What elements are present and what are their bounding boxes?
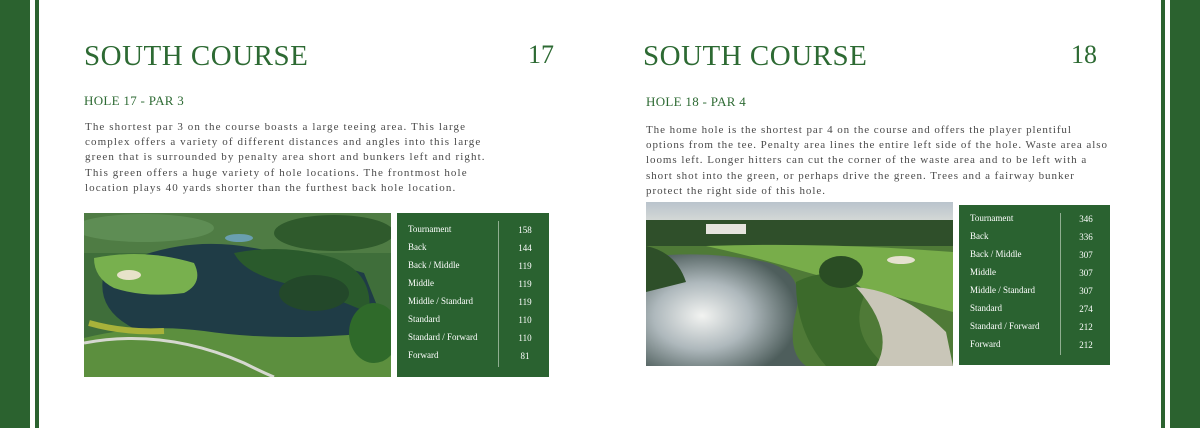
tee-yards: 144 [518,243,532,253]
yardage-row [408,296,537,312]
tee-name: Middle / Standard [970,285,1035,295]
tee-name: Back [970,231,989,241]
page-number: 17 [528,40,554,69]
tee-yards: 110 [518,333,532,343]
tee-name: Standard / Forward [970,321,1040,331]
yardage-row [970,321,1098,337]
left-edge-bar [0,0,30,428]
hole-description: The shortest par 3 on the course boasts a large teeing area. This large complex offers a variety of different distances and angles into this large green that is surrounded by penalty area short and bunkers left and right. This green offers a huge variety of hole locations. The frontmost hole location plays 40 yards shorter than the furthest back hole location. [85,121,486,194]
yardage-row [408,278,537,294]
tee-name: Back / Middle [408,260,460,270]
hole-18-aerial-photo [646,202,953,366]
hole-description: The home hole is the shortest par 4 on the course and offers the player plentiful options from the tee. Penalty area lines the entire left side of the hole. Waste area also looms left. Longer hitters can cut the corner of the waste area and to be left with a short shot into the green, or perhaps drive the green. Trees and a fairway bunker protect the right side of this hole. [646,124,1108,197]
page-17 [84,0,554,428]
yardage-row [970,285,1098,301]
yardage-row [408,260,537,276]
hole-17-aerial-photo [84,213,391,377]
tee-name: Tournament [408,224,452,234]
yardage-row [408,332,537,348]
right-edge-bar [1170,0,1200,428]
hole-heading: HOLE 18 - PAR 4 [646,94,747,109]
yardage-row [970,249,1098,265]
yardage-row [970,231,1098,247]
tee-name: Standard [408,314,440,324]
left-edge-stripe [35,0,39,428]
page-18 [643,0,1113,428]
tee-yards: 346 [1079,214,1093,224]
hole-heading: HOLE 17 - PAR 3 [84,93,185,108]
yardage-table [959,205,1110,365]
tee-yards: 119 [518,297,532,307]
tee-name: Back / Middle [970,249,1022,259]
tee-yards: 119 [518,279,532,289]
tee-yards: 307 [1079,286,1093,296]
yardage-row [408,314,537,330]
tee-yards: 158 [518,225,532,235]
tee-name: Middle [970,267,996,277]
page-number: 18 [1071,40,1097,69]
tee-yards: 119 [518,261,532,271]
tee-name: Middle / Standard [408,296,473,306]
tee-name: Standard / Forward [408,332,478,342]
tee-name: Back [408,242,427,252]
tee-yards: 307 [1079,268,1093,278]
tee-yards: 81 [520,351,530,361]
tee-name: Standard [970,303,1002,313]
yardage-table [397,213,549,377]
yardage-row [408,350,537,366]
right-edge-stripe [1161,0,1165,428]
tee-yards: 307 [1079,250,1093,260]
yardage-row [970,339,1098,355]
tee-yards: 212 [1079,322,1093,332]
yardage-row [970,303,1098,319]
page-title: SOUTH COURSE [643,40,868,72]
tee-name: Forward [970,339,1001,349]
tee-yards: 274 [1079,304,1093,314]
page-title: SOUTH COURSE [84,40,309,72]
tee-yards: 110 [518,315,532,325]
tee-yards: 212 [1079,340,1093,350]
tee-name: Tournament [970,213,1014,223]
tee-yards: 336 [1079,232,1093,242]
yardage-row [970,267,1098,283]
tee-name: Forward [408,350,439,360]
yardage-row [408,242,537,258]
yardage-row [970,213,1098,229]
tee-name: Middle [408,278,434,288]
yardage-row [408,224,537,240]
